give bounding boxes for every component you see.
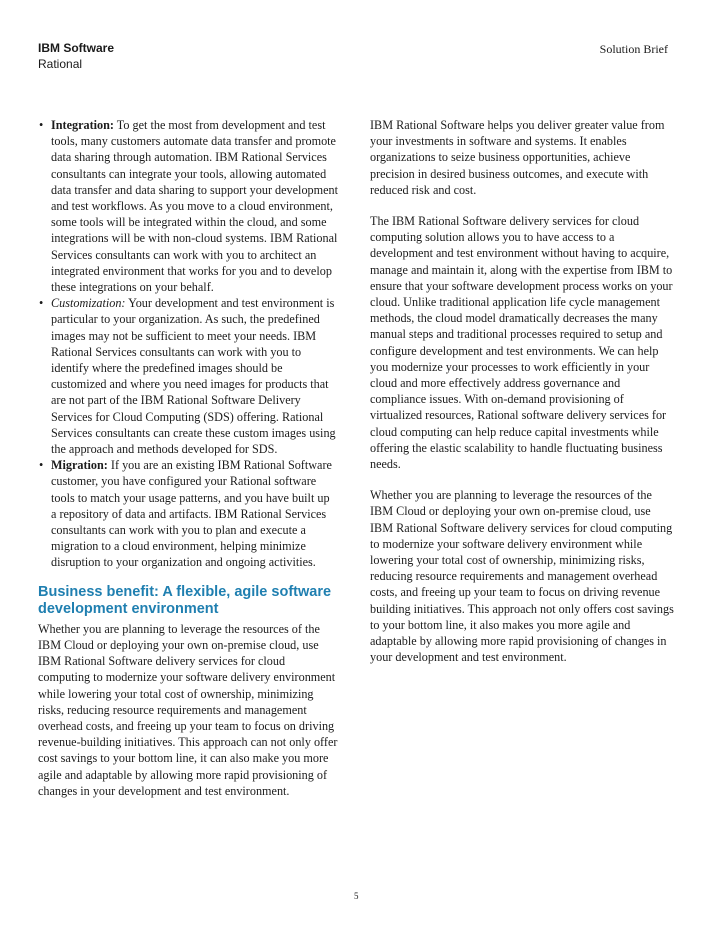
bullet-text: Your development and test environment is particular to your organization. As such, the predefined images may not be sufficient to meet your needs. IBM Rational Services consultants can work with you to identify where the predefined images should be customized and where you need images for products that are not part of the IBM Rational Software Delivery Services for Cloud Computing (SDS) offering. Rational Services consultants can create these custom images using the approach and methods developed for SDS.	[51, 296, 336, 457]
left-column	[38, 117, 338, 799]
right-paragraph-3: Whether you are planning to leverage the resources of the IBM Cloud or deploying your own on-premise cloud, use IBM Rational Software delivery services for cloud computing to modernize your software delivery environment while lowering your total cost of ownership, minimizing risks, reducing resource requirements and management overhead costs, and freeing up your team to focus on driving revenue building initiatives. This approach not only offers cost savings to your bottom line, it also makes you more agile and adaptable by allowing more rapid provisioning of changes in your development and test environment.	[370, 488, 674, 665]
header-subbrand: Rational	[38, 57, 83, 71]
bullet-migration	[38, 457, 338, 570]
bullet-lead: Integration:	[51, 118, 114, 132]
bullet-text: If you are an existing IBM Rational Software customer, you have configured your Rational software tools to match your usage patterns, and you have built up a repository of data and artifacts. IBM Rational Services consultants can work with you to plan and execute a migration to a cloud environment, helping minimize disruption to your organization and ongoing activities.	[51, 458, 332, 570]
bullet-dot: •	[39, 458, 44, 473]
bullet-dot: •	[39, 118, 44, 132]
section-heading: Business benefit: A flexible, agile software development environment	[38, 583, 332, 617]
right-paragraph-2: The IBM Rational Software delivery services for cloud computing solution allows you to have access to a development and test environment without having to acquire, manage and maintain it, along with the expertise from IBM to ensure that your software development process works on your cloud. Unlike traditional application life cycle management methods, the cloud model dramatically decreases the many manual steps and traditional processes required to setup and configure development and test environments. We can help you modernize your processes to work efficiently in your cloud and more effectively address governance and compliance issues. With on-demand provisioning of virtualized resources, Rational software delivery services for cloud computing can help reduce capital investments while offering the elastic scalability to handle fluctuating business needs.	[370, 214, 673, 472]
bullet-lead: Customization:	[51, 296, 126, 311]
bullet-integration	[38, 117, 338, 295]
bullet-list	[38, 117, 338, 571]
bullet-lead: Migration:	[51, 458, 108, 473]
page-number: 5	[354, 891, 359, 901]
header-brand: IBM Software	[38, 41, 115, 55]
bullet-customization	[38, 295, 338, 457]
right-column	[370, 117, 675, 666]
bullet-text: To get the most from development and test tools, many customers automate data transfer and promote data sharing through automation. IBM Rational Services consultants can integrate your tools, allowing automated data transfer and data sharing to support your development and test workflows. As you move to a cloud environment, some tools will be integrated within the cloud, and some integrations will be with non-cloud systems. IBM Rational Services consultants can work with you to architect an integrated environment that works for you and to develop these integrations on your behalf.	[51, 118, 338, 295]
section-body: Whether you are planning to leverage the resources of the IBM Cloud or deploying your own on-premise cloud, use IBM Rational Software delivery services for cloud computing to modernize your software delivery environment while lowering your total cost of ownership, minimizing risks, reducing resource requirements and management overhead costs, and freeing up your team to focus on driving revenue-building initiatives. This approach can not only offer cost savings to your bottom line, it can also make you more agile and adaptable by allowing more rapid provisioning of changes in your development and test environment.	[38, 621, 338, 798]
right-paragraph-1: IBM Rational Software helps you deliver greater value from your investments in software and systems. It enables organizations to seize business opportunities, achieve precision in desired business outcomes, and execute with reduced risk and cost.	[370, 118, 665, 197]
header-doc-type: Solution Brief	[599, 42, 668, 56]
bullet-dot: •	[39, 296, 44, 311]
